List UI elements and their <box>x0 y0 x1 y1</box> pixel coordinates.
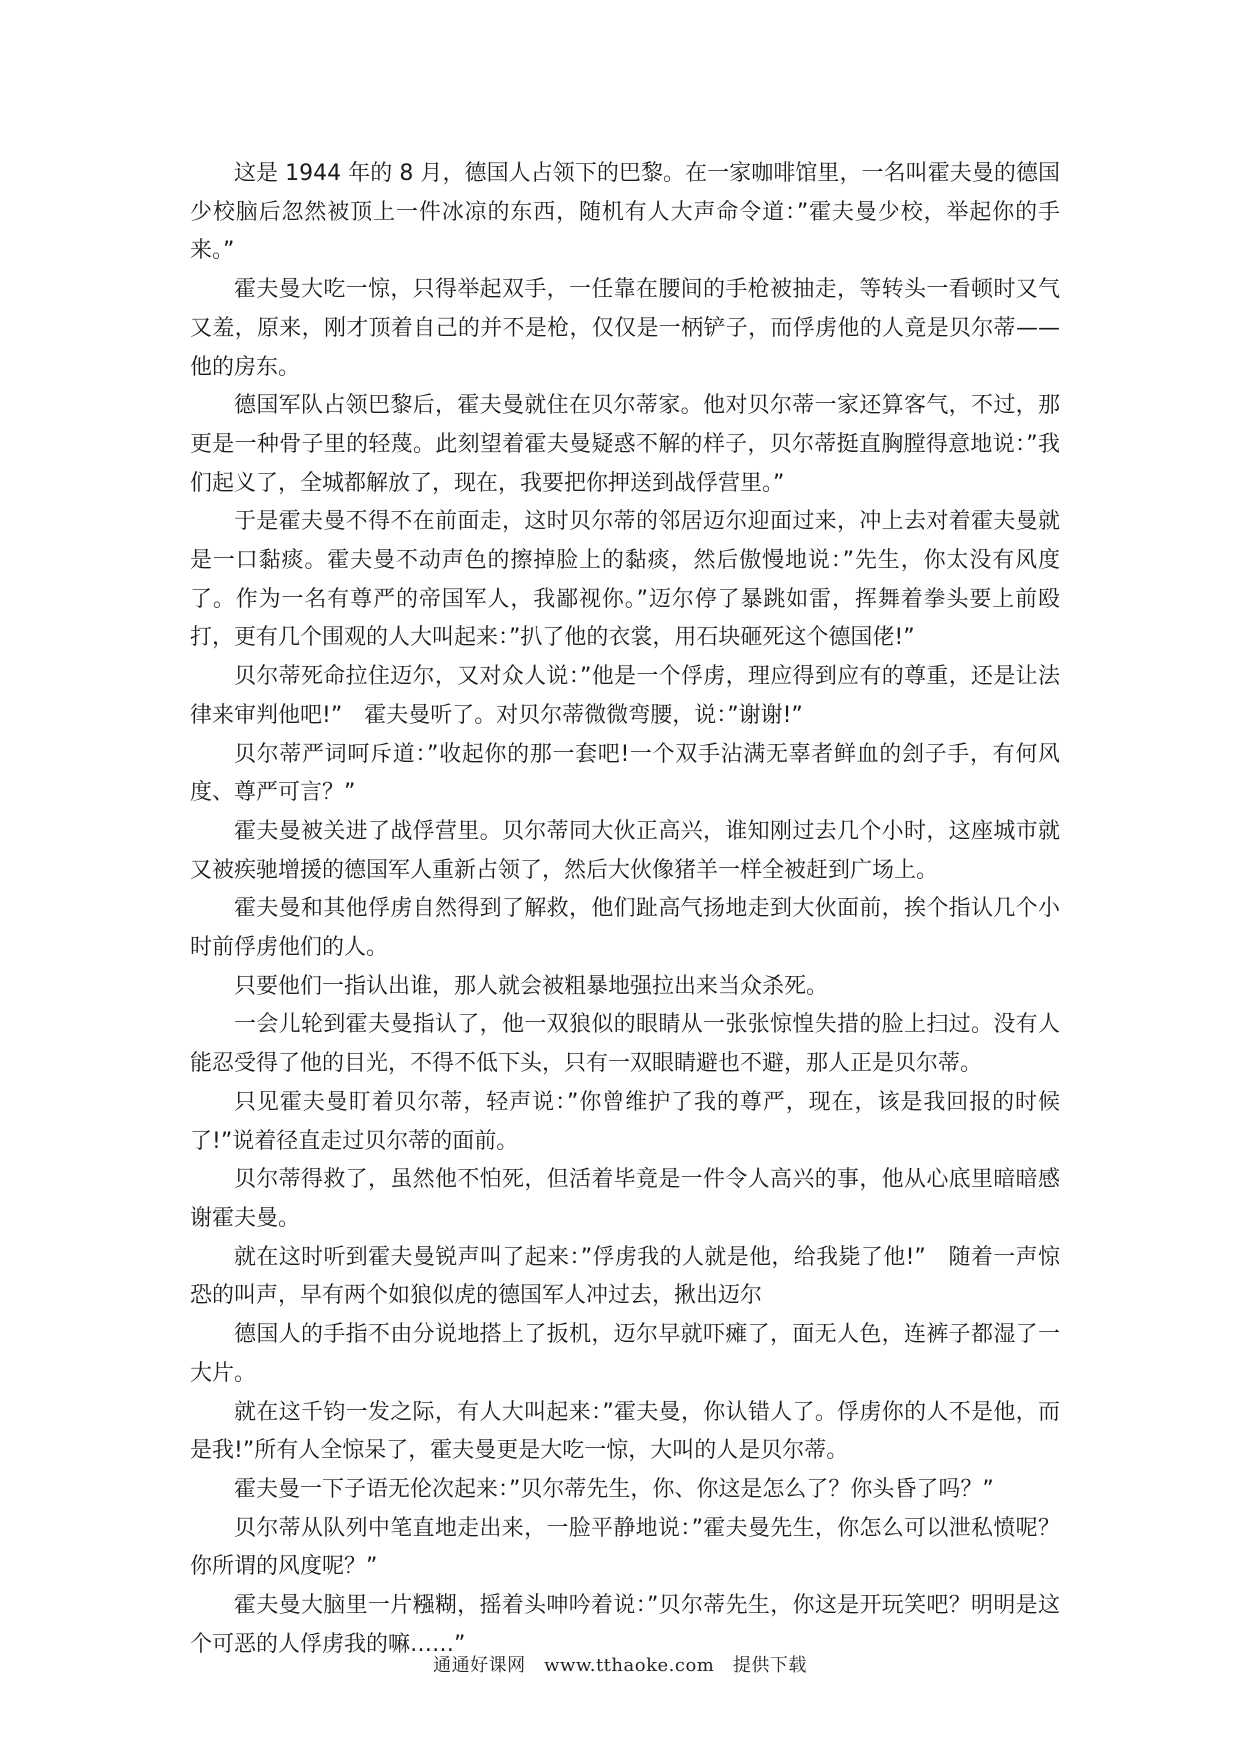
paragraph: 就在这时听到霍夫曼锐声叫了起来：”俘虏我的人就是他，给我毙了他!” 随着一声惊恐的叫声，早有两个如狼似虎的德国军人冲过去，揪出迈尔 <box>190 1244 1060 1309</box>
paragraph: 霍夫曼和其他俘虏自然得到了解救，他们趾高气扬地走到大伙面前，挨个指认几个小时前俘虏他们的人。 <box>190 896 1060 961</box>
paragraph: 贝尔蒂严词呵斥道：”收起你的那一套吧!一个双手沾满无辜者鲜血的刽子手，有何风度、尊严可言？” <box>190 741 1060 806</box>
paragraph: 只见霍夫曼盯着贝尔蒂，轻声说：”你曾维护了我的尊严，现在，该是我回报的时候了!”说着径直走过贝尔蒂的面前。 <box>190 1089 1060 1154</box>
story-text <box>190 155 1060 1664</box>
paragraph: 贝尔蒂死命拉住迈尔，又对众人说：”他是一个俘虏，理应得到应有的尊重，还是让法律来审判他吧!” 霍夫曼听了。对贝尔蒂微微弯腰，说：”谢谢!” <box>190 664 1060 728</box>
paragraph: 霍夫曼大脑里一片糨糊，摇着头呻吟着说：”贝尔蒂先生，你这是开玩笑吧？明明是这个可恶的人俘虏我的嘛……” <box>190 1593 1060 1657</box>
paragraph: 只要他们一指认出谁，那人就会被粗暴地强拉出来当众杀死。 <box>234 973 829 999</box>
paragraph: 于是霍夫曼不得不在前面走，这时贝尔蒂的邻居迈尔迎面过来，冲上去对着霍夫曼就是一口黏痰。霍夫曼不动声色的擦掉脸上的黏痰，然后傲慢地说：”先生，你太没有风度了。作为一名有尊严的帝国军人，我鄙视你。”迈尔停了暴跳如雷，挥舞着拳头要上前殴打，更有几个围观的人大叫起来：”扒了他的衣裳，用石块砸死这个德国佬!” <box>190 509 1060 651</box>
paragraph: 德国军队占领巴黎后，霍夫曼就住在贝尔蒂家。他对贝尔蒂一家还算客气，不过，那更是一种骨子里的轻蔑。此刻望着霍夫曼疑惑不解的样子，贝尔蒂挺直胸膛得意地说：”我们起义了，全城都解放了，现在，我要把你押送到战俘营里。” <box>190 393 1060 496</box>
paragraph: 贝尔蒂得救了，虽然他不怕死，但活着毕竟是一件令人高兴的事，他从心底里暗暗感谢霍夫曼。 <box>190 1167 1060 1231</box>
paragraph: 就在这千钧一发之际，有人大叫起来：”霍夫曼，你认错人了。俘虏你的人不是他，而是我!”所有人全惊呆了，霍夫曼更是大吃一惊，大叫的人是贝尔蒂。 <box>190 1399 1060 1464</box>
paragraph: 霍夫曼大吃一惊，只得举起双手，一任靠在腰间的手枪被抽走，等转头一看顿时又气又羞，原来，刚才顶着自己的并不是枪，仅仅是一柄铲子，而俘虏他的人竟是贝尔蒂——他的房东。 <box>190 277 1060 380</box>
paragraph: 贝尔蒂从队列中笔直地走出来，一脸平静地说：”霍夫曼先生，你怎么可以泄私愤呢？你所谓的风度呢？” <box>190 1515 1060 1580</box>
paragraph: 一会儿轮到霍夫曼指认了，他一双狼似的眼睛从一张张惊惶失措的脸上扫过。没有人能忍受得了他的目光，不得不低下头，只有一双眼睛避也不避，那人正是贝尔蒂。 <box>190 1012 1060 1077</box>
paragraph: 德国人的手指不由分说地搭上了扳机，迈尔早就吓瘫了，面无人色，连裤子都湿了一大片。 <box>190 1322 1060 1386</box>
paragraph: 霍夫曼被关进了战俘营里。贝尔蒂同大伙正高兴，谁知刚过去几个小时，这座城市就又被疾驰增援的德国军人重新占领了，然后大伙像猪羊一样全被赶到广场上。 <box>190 818 1060 883</box>
page-footer: 通通好课网 www.tthaoke.com 提供下载 <box>433 1655 807 1676</box>
paragraph: 这是 1944 年的 8 月，德国人占领下的巴黎。在一家咖啡馆里，一名叫霍夫曼的德国少校脑后忽然被顶上一件冰凉的东西，随机有人大声命令道：”霍夫曼少校，举起你的手来。” <box>190 161 1060 264</box>
paragraph: 霍夫曼一下子语无伦次起来：”贝尔蒂先生，你、你这是怎么了？你头昏了吗？” <box>234 1476 994 1502</box>
